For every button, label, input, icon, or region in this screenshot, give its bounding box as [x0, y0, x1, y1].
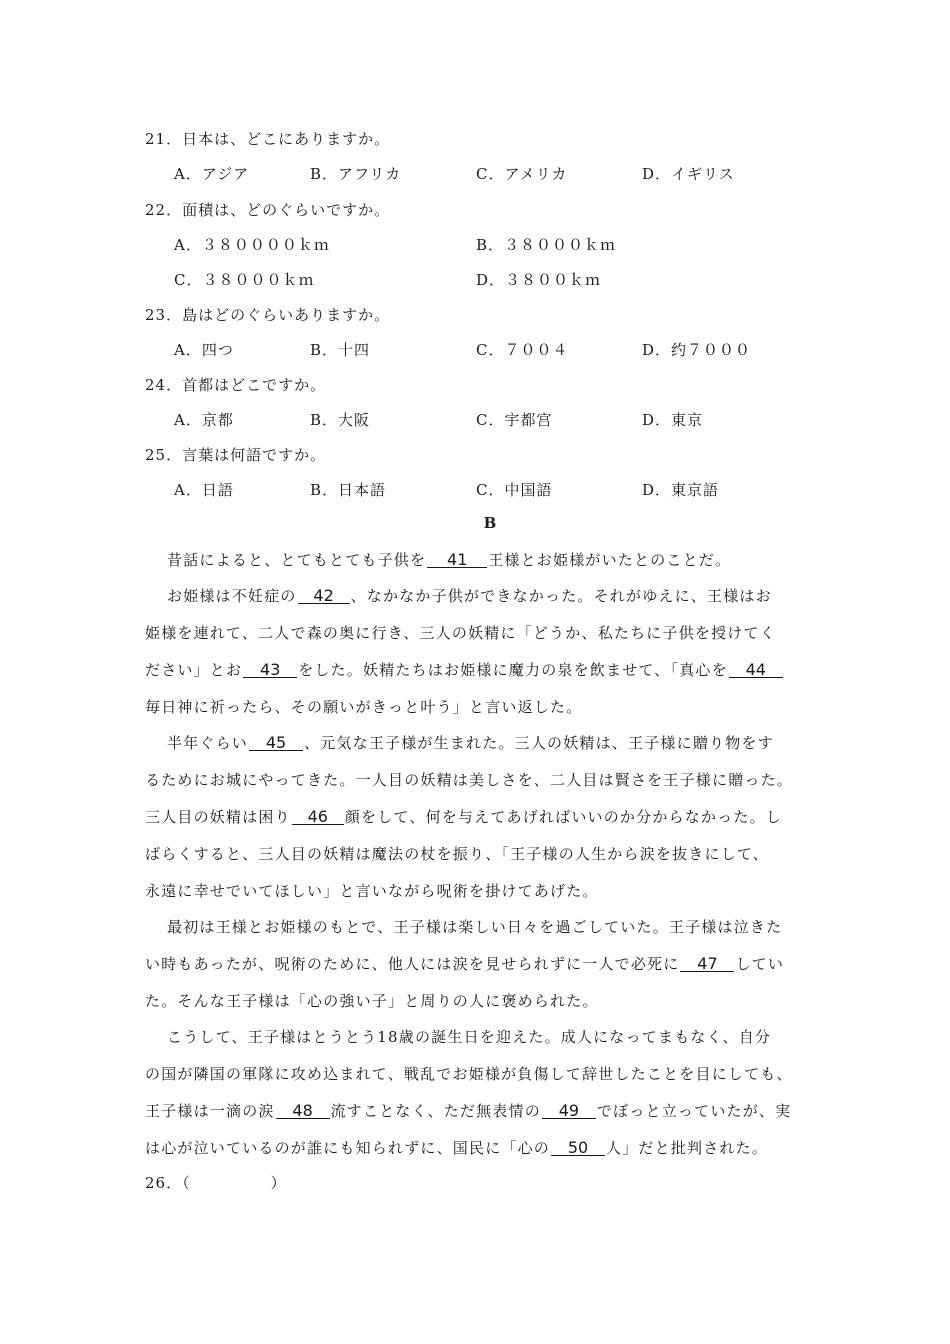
question-25-option-d: D．東京語 — [642, 481, 720, 499]
question-23-option-b: B．十四 — [310, 341, 371, 359]
question-21-stem: 21．日本は、どこにありますか。 — [145, 130, 391, 148]
passage-line: 昔話によると、とてもとても子供を 41 王様とお姫様がいたとのことだ。 — [167, 550, 732, 569]
question-26-stem: 26．（ ） — [145, 1174, 287, 1192]
passage-line: は心が泣いているのが誰にも知られずに、国民に「心の 50 人」だと批判された。 — [145, 1138, 769, 1157]
passage-line: い時もあったが、呪術のために、他人には涙を見せられずに一人で必死に 47 してい — [145, 954, 785, 973]
blank-45: 45 — [249, 735, 303, 751]
question-24-option-b: B．大阪 — [310, 411, 371, 429]
question-21-option-a: A．アジア — [174, 165, 250, 183]
passage-line: 王子様は一滴の涙 48 流すことなく、ただ無表情の 49 でぼっと立っていたが、実 — [145, 1101, 792, 1120]
question-22-option-a: A．３８００００ｋｍ — [174, 236, 330, 254]
question-22-option-b: B．３８０００ｋｍ — [476, 236, 617, 254]
question-25-stem: 25．言葉は何語ですか。 — [145, 446, 327, 464]
question-21-option-c: C．アメリカ — [476, 165, 568, 183]
question-23-stem: 23．島はどのぐらいありますか。 — [145, 306, 391, 324]
passage-line: ださい」とお 43 をした。妖精たちはお姫様に魔力の泉を飲ませて、「真心を 44 — [145, 659, 784, 680]
question-22-stem: 22．面積は、どのぐらいですか。 — [145, 201, 391, 219]
blank-42: 42 — [298, 588, 350, 604]
question-24-option-c: C．宇都宫 — [476, 411, 553, 429]
passage-line: お姫様は不妊症の 42 、なかなか子供ができなかった。それがゆえに、王様はお — [167, 586, 772, 605]
question-22-option-d: D．３８００ｋｍ — [476, 271, 602, 289]
blank-49: 49 — [542, 1103, 596, 1119]
question-23-option-d: D．约７０００ — [642, 341, 752, 359]
blank-47: 47 — [680, 956, 734, 972]
question-23-option-a: A．四つ — [174, 341, 234, 359]
passage-line: 毎日神に祈ったら、その願いがきっと叶う」と言い返した。 — [145, 698, 583, 716]
question-24-stem: 24．首都はどこですか。 — [145, 376, 327, 394]
passage-line: 半年ぐらい 45 、元気な王子様が生まれた。三人の妖精は、王子様に贈り物をす — [167, 733, 774, 752]
question-25-option-c: C．中国語 — [476, 481, 553, 499]
passage-line: た。そんな王子様は「心の強い子」と周りの人に褒められた。 — [145, 992, 599, 1010]
question-24-option-d: D．東京 — [642, 411, 704, 429]
blank-44: 44 — [729, 662, 783, 678]
blank-43: 43 — [243, 662, 297, 678]
question-22-option-c: C．３８０００ｋｍ — [174, 271, 315, 289]
passage-line: 最初は王様とお姫様のもとで、王子様は楽しい日々を過ごしていた。王子様は泣きた — [167, 918, 783, 936]
blank-50: 50 — [551, 1140, 605, 1156]
question-25-option-a: A．日語 — [174, 481, 234, 499]
blank-48: 48 — [276, 1103, 330, 1119]
passage-line: 永遠に幸せでいてほしい」と言いながら呪術を掛けてあげた。 — [145, 882, 599, 900]
question-21-option-d: D．イギリス — [642, 165, 735, 183]
passage-line: の国が隣国の軍隊に攻め込まれて、戦乱でお姫様が負傷して辞世したことを目にしても、 — [145, 1065, 793, 1083]
passage-line: 三人目の妖精は困り 46 顔をして、何を与えてあげればいいのか分からなかった。し — [145, 807, 782, 826]
blank-41: 41 — [427, 552, 487, 568]
passage-line: ばらくすると、三人目の妖精は魔法の杖を振り、「王子様の人生から涙を抜きにして、 — [145, 845, 770, 863]
blank-46: 46 — [292, 809, 344, 825]
question-24-option-a: A．京都 — [174, 411, 234, 429]
section-heading-b: B — [483, 514, 497, 532]
question-23-option-c: C．７００４ — [476, 341, 569, 359]
question-25-option-b: B．日本語 — [310, 481, 387, 499]
passage-line: 姫様を連れて、二人で森の奥に行き、三人の妖精に「どうか、私たちに子供を授けてく — [145, 624, 776, 642]
passage-line: こうして、王子様はとうとう18歳の誕生日を迎えた。成人になってまもなく、自分 — [167, 1028, 772, 1046]
question-21-option-b: B．アフリカ — [310, 165, 402, 183]
passage-line: るためにお城にやってきた。一人目の妖精は美しさを、二人目は賢さを王子様に贈った。 — [145, 771, 794, 789]
